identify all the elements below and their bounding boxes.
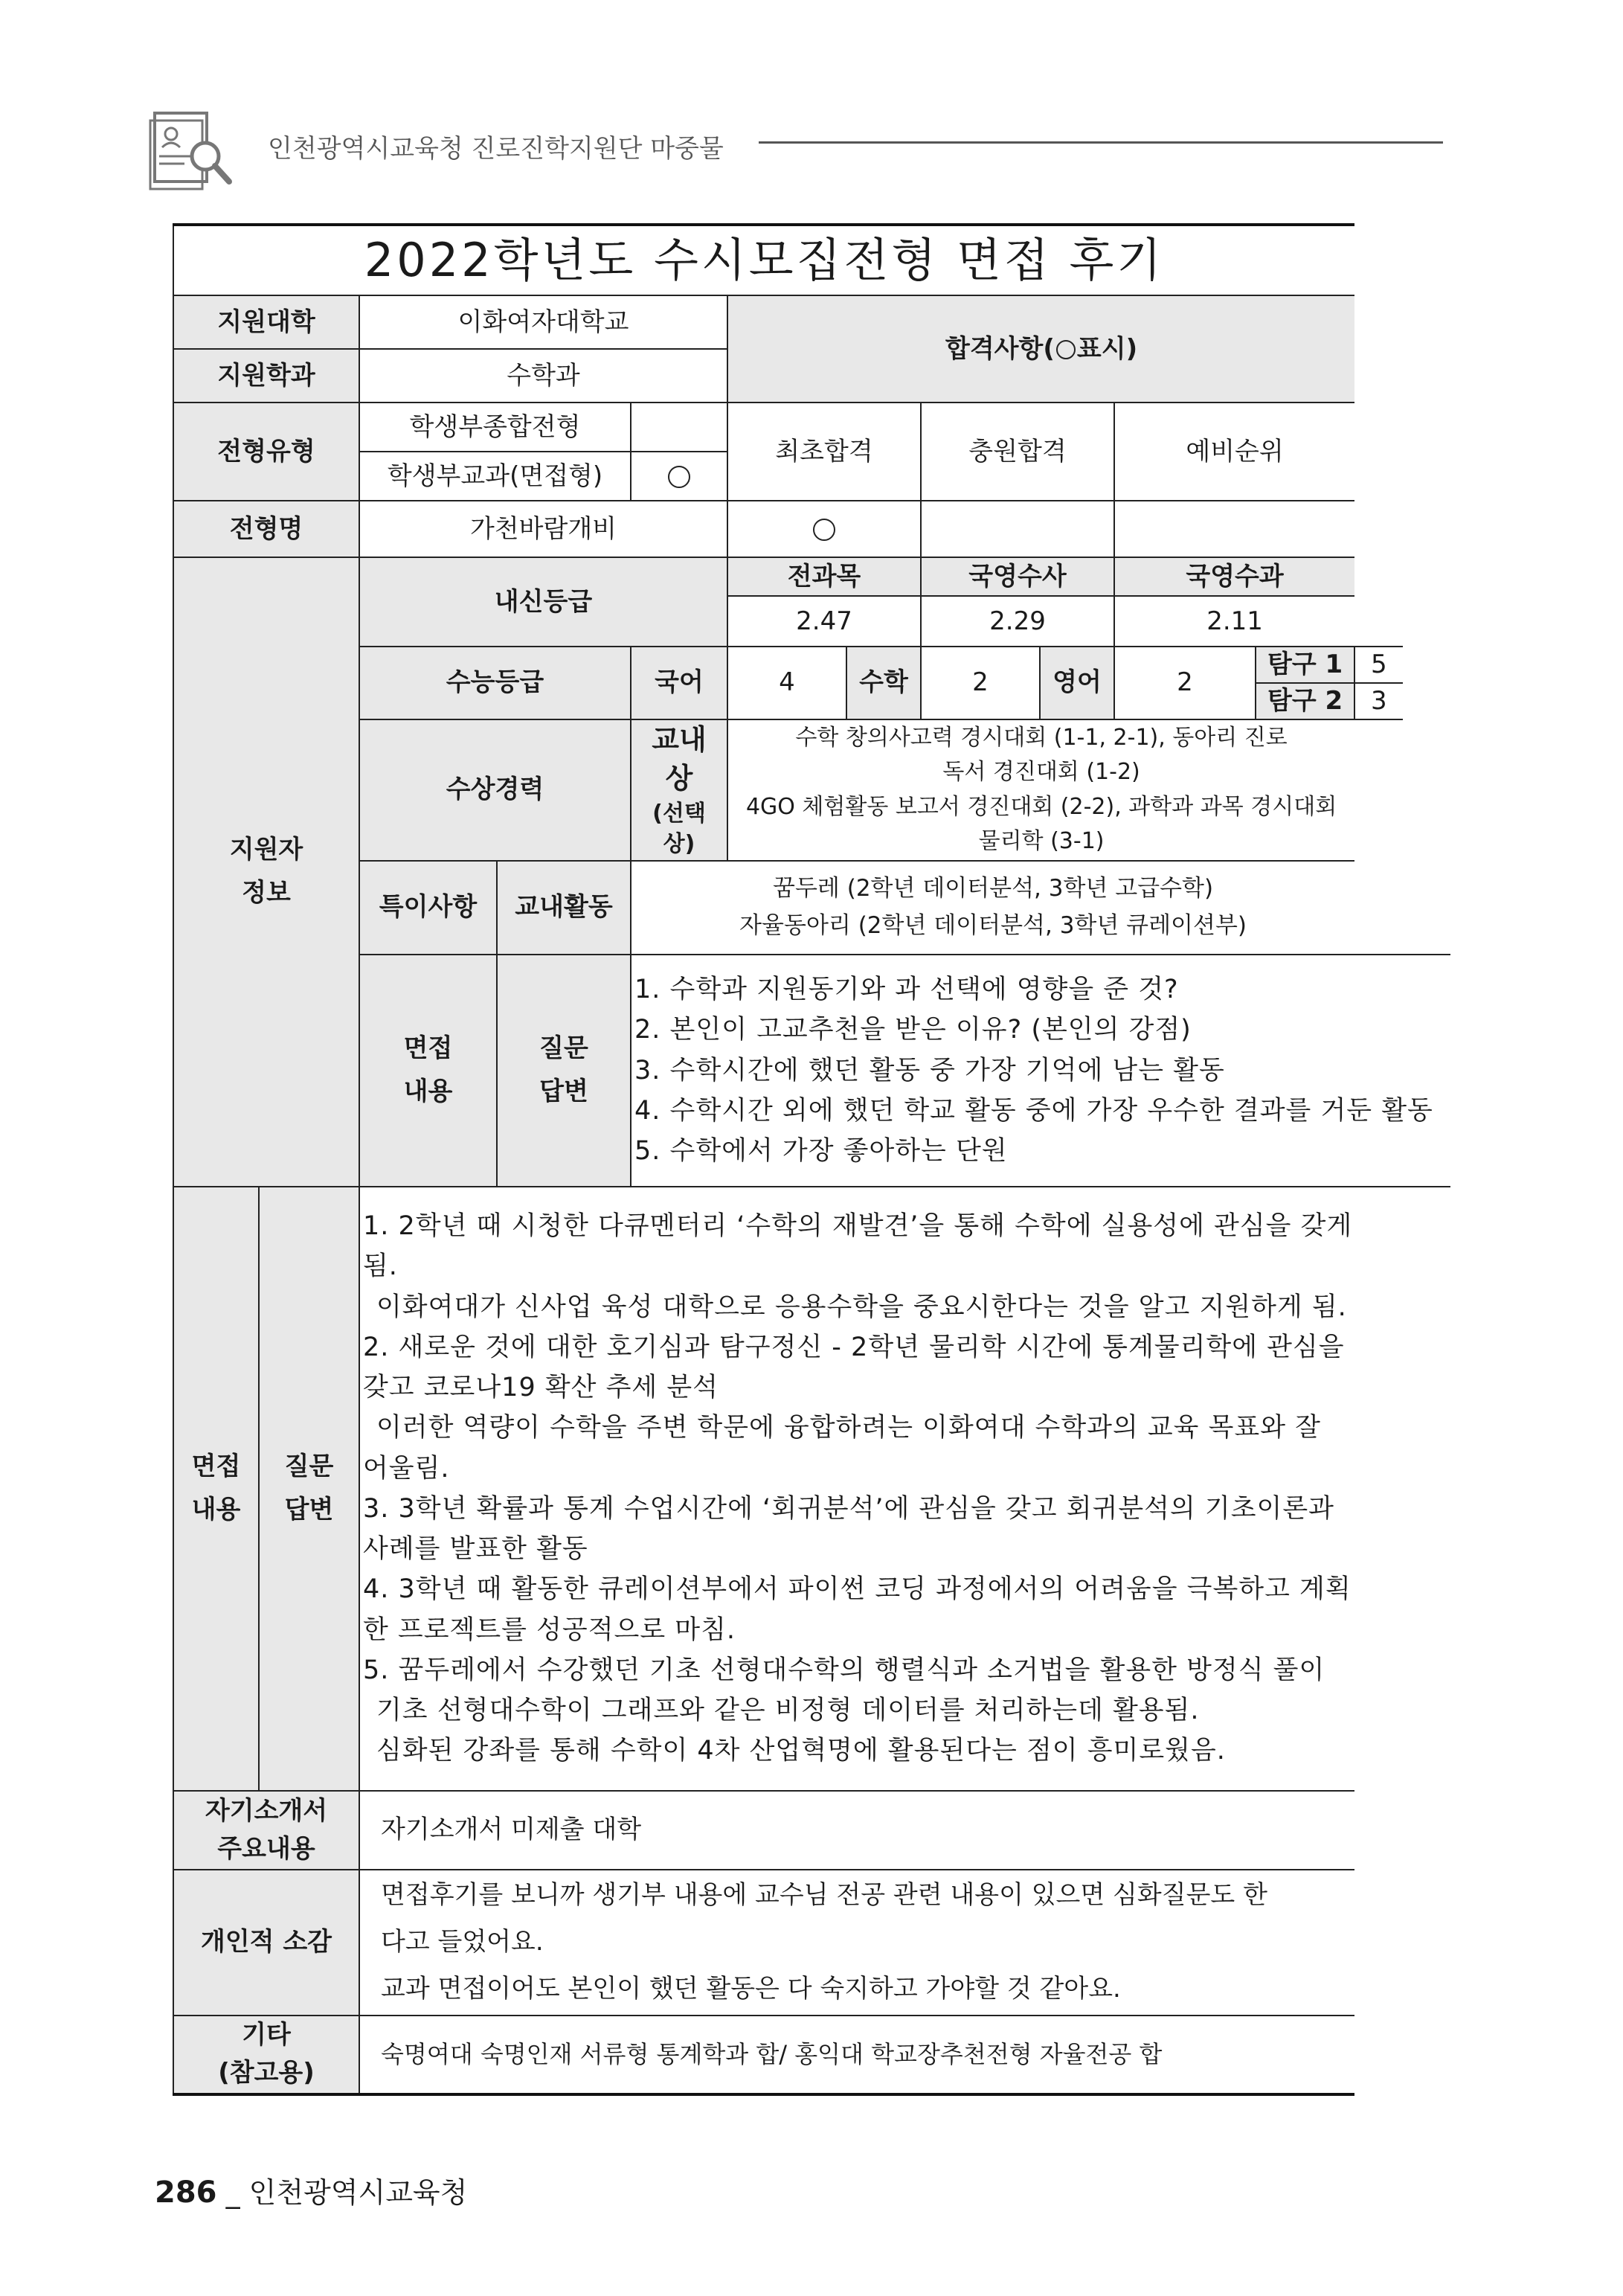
activity-line: 자율동아리 (2학년 데이터분석, 3학년 큐레이션부) bbox=[739, 911, 1247, 939]
gpa-label: 내신등급 bbox=[359, 557, 727, 647]
footer-separator: _ bbox=[216, 2176, 249, 2209]
csat-inquiry1-label: 탐구 1 bbox=[1256, 647, 1354, 683]
csat-korean-label: 국어 bbox=[631, 647, 727, 719]
admission-type-2-mark bbox=[631, 452, 727, 501]
admission-type-label: 전형유형 bbox=[173, 403, 359, 501]
award-line: 물리학 (3-1) bbox=[978, 828, 1105, 855]
awards-list bbox=[727, 719, 1354, 861]
gpa-value-all: 2.47 bbox=[727, 596, 921, 647]
activities-list bbox=[631, 861, 1354, 955]
university-label: 지원대학 bbox=[173, 295, 359, 349]
result-col-initial: 최초합격 bbox=[727, 403, 921, 501]
award-line: 4GO 체험활동 보고서 경진대회 (2-2), 과학과 과목 경시대회 bbox=[745, 793, 1337, 820]
intro-label-text: 자기소개서 주요내용 bbox=[205, 1795, 328, 1864]
question-item: 3. 수학시간에 했던 활동 중 가장 기억에 남는 활동 bbox=[634, 1055, 1225, 1086]
csat-label: 수능등급 bbox=[359, 647, 631, 719]
csat-inquiry2-label: 탐구 2 bbox=[1256, 683, 1354, 719]
answer-line: 이화여대가 신사업 육성 대학으로 응용수학을 중요시한다는 것을 알고 지원하게 됨. bbox=[376, 1292, 1347, 1322]
page-header bbox=[149, 89, 1443, 208]
answer-line: 심화된 강좌를 통해 수학이 4차 산업혁명에 활용된다는 점이 흥미로웠음. bbox=[376, 1736, 1226, 1766]
impression-list bbox=[359, 1870, 1354, 2016]
qa-label bbox=[497, 955, 631, 1187]
answer-line: 3. 3학년 확률과 통계 수업시간에 ‘회귀분석’에 관심을 갖고 회귀분석의 기초이론과 bbox=[363, 1493, 1334, 1524]
csat-math-value: 2 bbox=[921, 647, 1040, 719]
answer-line: 사례를 발표한 활동 bbox=[363, 1534, 588, 1565]
qa-text: 질문 답변 bbox=[539, 1033, 588, 1106]
admission-type-2: 학생부교과(면접형) bbox=[359, 452, 631, 501]
qa-text: 질문 답변 bbox=[284, 1452, 334, 1524]
department-value: 수학과 bbox=[359, 349, 727, 403]
question-item: 1. 수학과 지원동기와 과 선택에 영향을 준 것? bbox=[634, 975, 1179, 1005]
applicant-info-text: 지원자 정보 bbox=[229, 835, 303, 908]
admission-name-label: 전형명 bbox=[173, 501, 359, 557]
interview-content-text: 면접 내용 bbox=[191, 1452, 241, 1524]
activity-line: 꿈두레 (2학년 데이터분석, 3학년 고급수학) bbox=[773, 875, 1214, 902]
answer-line: 한 프로젝트를 성공적으로 마침. bbox=[363, 1614, 736, 1645]
csat-korean-value: 4 bbox=[727, 647, 846, 719]
csat-english-value: 2 bbox=[1114, 647, 1256, 719]
question-item: 2. 본인이 고교추천을 받은 이유? (본인의 강점) bbox=[634, 1015, 1192, 1045]
result-waitlist-mark bbox=[1114, 501, 1354, 557]
answer-line: 이러한 역량이 수학을 주변 학문에 융합하려는 이화여대 수학과의 교육 목표와 잘 bbox=[376, 1413, 1321, 1443]
awards-label: 수상경력 bbox=[359, 719, 631, 861]
answer-line: 됨. bbox=[363, 1251, 398, 1282]
csat-inquiry2-value: 3 bbox=[1354, 683, 1402, 719]
etc-label-text: 기타 (참고용) bbox=[218, 2020, 315, 2088]
questions-list bbox=[631, 955, 1450, 1187]
circle-mark-icon bbox=[668, 466, 690, 488]
answer-line: 어울림. bbox=[363, 1453, 450, 1484]
result-col-additional: 충원합격 bbox=[921, 403, 1114, 501]
document-title: 2022학년도 수시모집전형 면접 후기 bbox=[173, 225, 1354, 295]
result-header bbox=[727, 295, 1354, 403]
special-label: 특이사항 bbox=[359, 861, 497, 955]
circle-mark-icon bbox=[813, 519, 835, 541]
publisher-name: 인천광역시교육청 진로진학지원단 마중물 bbox=[268, 134, 724, 164]
admission-type-1-mark bbox=[631, 403, 727, 452]
interview-content-label bbox=[359, 955, 497, 1187]
impression-label: 개인적 소감 bbox=[173, 1870, 359, 2016]
answer-line: 기초 선형대수학이 그래프와 같은 비정형 데이터를 처리하는데 활용됨. bbox=[376, 1696, 1200, 1726]
gpa-col-kemsc: 국영수과 bbox=[1114, 557, 1354, 596]
intro-value: 자기소개서 미제출 대학 bbox=[359, 1791, 1354, 1870]
answers-list bbox=[359, 1187, 1354, 1791]
admission-type-1: 학생부종합전형 bbox=[359, 403, 631, 452]
gpa-col-all: 전과목 bbox=[727, 557, 921, 596]
impression-line: 다고 들었어요. bbox=[381, 1927, 544, 1957]
header-divider bbox=[759, 141, 1443, 144]
csat-english-label: 영어 bbox=[1040, 647, 1114, 719]
activities-label: 교내활동 bbox=[497, 861, 631, 955]
answer-line: 2. 새로운 것에 대한 호기심과 탐구정신 - 2학년 물리학 시간에 통계물리학에 관심을 bbox=[363, 1332, 1345, 1362]
answer-line: 갖고 코로나19 확산 추세 분석 bbox=[363, 1373, 719, 1403]
interview-content-text: 면접 내용 bbox=[403, 1033, 453, 1106]
department-label: 지원학과 bbox=[173, 349, 359, 403]
etc-value: 숙명여대 숙명인재 서류형 통계학과 합/ 홍익대 학교장추천전형 자율전공 합 bbox=[359, 2016, 1354, 2094]
in-school-label: 교내상 bbox=[652, 722, 707, 795]
in-school-awards-label bbox=[631, 719, 727, 861]
intro-label bbox=[173, 1791, 359, 1870]
question-item: 5. 수학에서 가장 좋아하는 단원 bbox=[634, 1136, 1008, 1167]
answer-line: 5. 꿈두레에서 수강했던 기초 선형대수학의 행렬식과 소거법을 활용한 방정식 풀이 bbox=[363, 1655, 1325, 1685]
interview-content-label bbox=[173, 1187, 259, 1791]
result-header-suffix: 표시) bbox=[1076, 333, 1138, 364]
university-value: 이화여자대학교 bbox=[359, 295, 727, 349]
csat-math-label: 수학 bbox=[846, 647, 921, 719]
page-number: 286 bbox=[155, 2175, 217, 2210]
impression-line: 면접후기를 보니까 생기부 내용에 교수님 전공 관련 내용이 있으면 심화질문도 한 bbox=[381, 1880, 1267, 1911]
award-line: 독서 경진대회 (1-2) bbox=[942, 759, 1140, 786]
etc-label bbox=[173, 2016, 359, 2094]
answer-line: 4. 3학년 때 활동한 큐레이션부에서 파이썬 코딩 과정에서의 어려움을 극복하고 계획 bbox=[363, 1574, 1352, 1605]
interview-review-form bbox=[173, 223, 1450, 2096]
in-school-sub-label: (선택상) bbox=[652, 800, 706, 858]
search-document-icon bbox=[149, 104, 238, 193]
award-line: 수학 창의사고력 경시대회 (1-1, 2-1), 동아리 진로 bbox=[795, 724, 1288, 751]
page-footer bbox=[155, 2170, 467, 2210]
gpa-value-kems: 2.29 bbox=[921, 596, 1114, 647]
applicant-info-label bbox=[173, 557, 359, 1187]
question-item: 4. 수학시간 외에 했던 학교 활동 중에 가장 우수한 결과를 거둔 활동 bbox=[634, 1095, 1433, 1126]
csat-inquiry1-value: 5 bbox=[1354, 647, 1402, 683]
result-initial-mark bbox=[727, 501, 921, 557]
impression-line: 교과 면접이어도 본인이 했던 활동은 다 숙지하고 가야할 것 같아요. bbox=[381, 1974, 1121, 2004]
gpa-col-kems: 국영수사 bbox=[921, 557, 1114, 596]
circle-mark-icon bbox=[1056, 340, 1076, 359]
result-header-label: 합격사항( bbox=[945, 333, 1055, 364]
result-additional-mark bbox=[921, 501, 1114, 557]
qa-label bbox=[259, 1187, 359, 1791]
result-col-waitlist: 예비순위 bbox=[1114, 403, 1354, 501]
gpa-value-kemsc: 2.11 bbox=[1114, 596, 1354, 647]
answer-line: 1. 2학년 때 시청한 다큐멘터리 ‘수학의 재발견’을 통해 수학에 실용성에 관심을 갖게 bbox=[363, 1211, 1353, 1242]
footer-org: 인천광역시교육청 bbox=[248, 2176, 468, 2209]
admission-name-value: 가천바람개비 bbox=[359, 501, 727, 557]
